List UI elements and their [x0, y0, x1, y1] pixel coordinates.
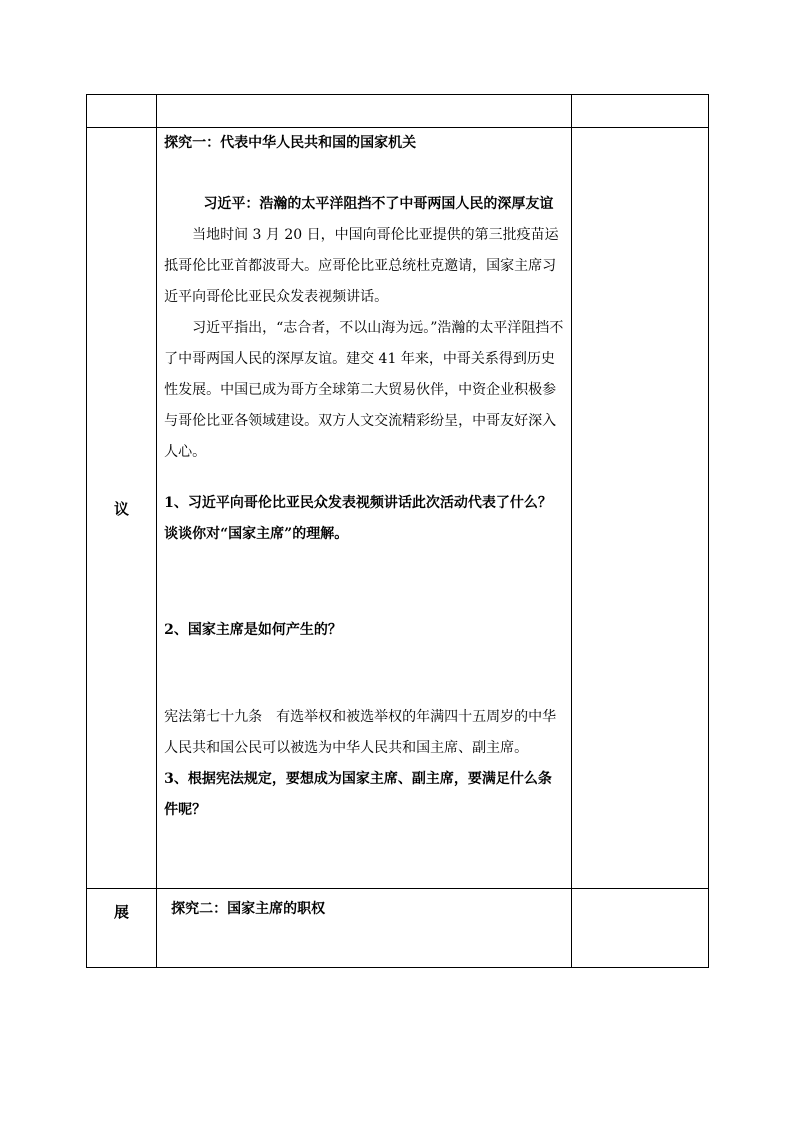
- article-paragraph-2: 习近平指出，“志合者，不以山海为远。”浩瀚的太平洋阻挡不了中哥两国人民的深厚友谊。建交 41 年来，中哥关系得到历史性发展。中国已成为哥方全球第二大贸易伙伴，中资企业积极参与哥伦比亚各领域建设。双方人文交流精彩纷呈，中哥友好深入人心。: [164, 320, 564, 460]
- header-cell-left: [87, 95, 157, 128]
- article-title: 习近平：浩瀚的太平洋阻挡不了中哥两国人民的深厚友谊: [203, 196, 554, 212]
- presentation-row: [87, 889, 709, 968]
- lesson-table: [86, 94, 709, 968]
- header-cell-right: [571, 95, 708, 128]
- header-row: [87, 95, 709, 128]
- presentation-content-cell: [157, 889, 572, 968]
- discussion-content: [157, 128, 571, 826]
- inquiry-one-title: 探究一：代表中华人民共和国的国家机关: [164, 135, 417, 151]
- spacer: [164, 468, 565, 488]
- header-cell-middle: [157, 95, 572, 128]
- spacer: [164, 550, 565, 615]
- question-2: 2、国家主席是如何产生的？: [164, 622, 342, 638]
- presentation-notes-cell: [571, 889, 708, 968]
- discussion-notes-cell: [571, 128, 708, 889]
- discussion-label: 议: [87, 128, 157, 889]
- discussion-content-cell: [157, 128, 572, 889]
- spacer: [164, 159, 565, 189]
- inquiry-two-title: 探究二：国家主席的职权: [171, 901, 326, 917]
- question-3: 3、根据宪法规定，要想成为国家主席、副主席，要满足什么条件呢？: [164, 771, 552, 818]
- constitution-article: 宪法第七十九条 有选举权和被选举权的年满四十五周岁的中华人民共和国公民可以被选为中华人民共和国主席、副主席。: [164, 709, 557, 756]
- discussion-row: [87, 128, 709, 889]
- spacer: [164, 646, 565, 702]
- article-paragraph-1: 当地时间 3 月 20 日，中国向哥伦比亚提供的第三批疫苗运抵哥伦比亚首都波哥大。应哥伦比亚总统杜克邀请，国家主席习近平向哥伦比亚民众发表视频讲话。: [164, 227, 559, 305]
- presentation-label: 展: [87, 889, 157, 968]
- question-1: 1、习近平向哥伦比亚民众发表视频讲话此次活动代表了什么？谈谈你对“国家主席”的理解。: [164, 495, 552, 542]
